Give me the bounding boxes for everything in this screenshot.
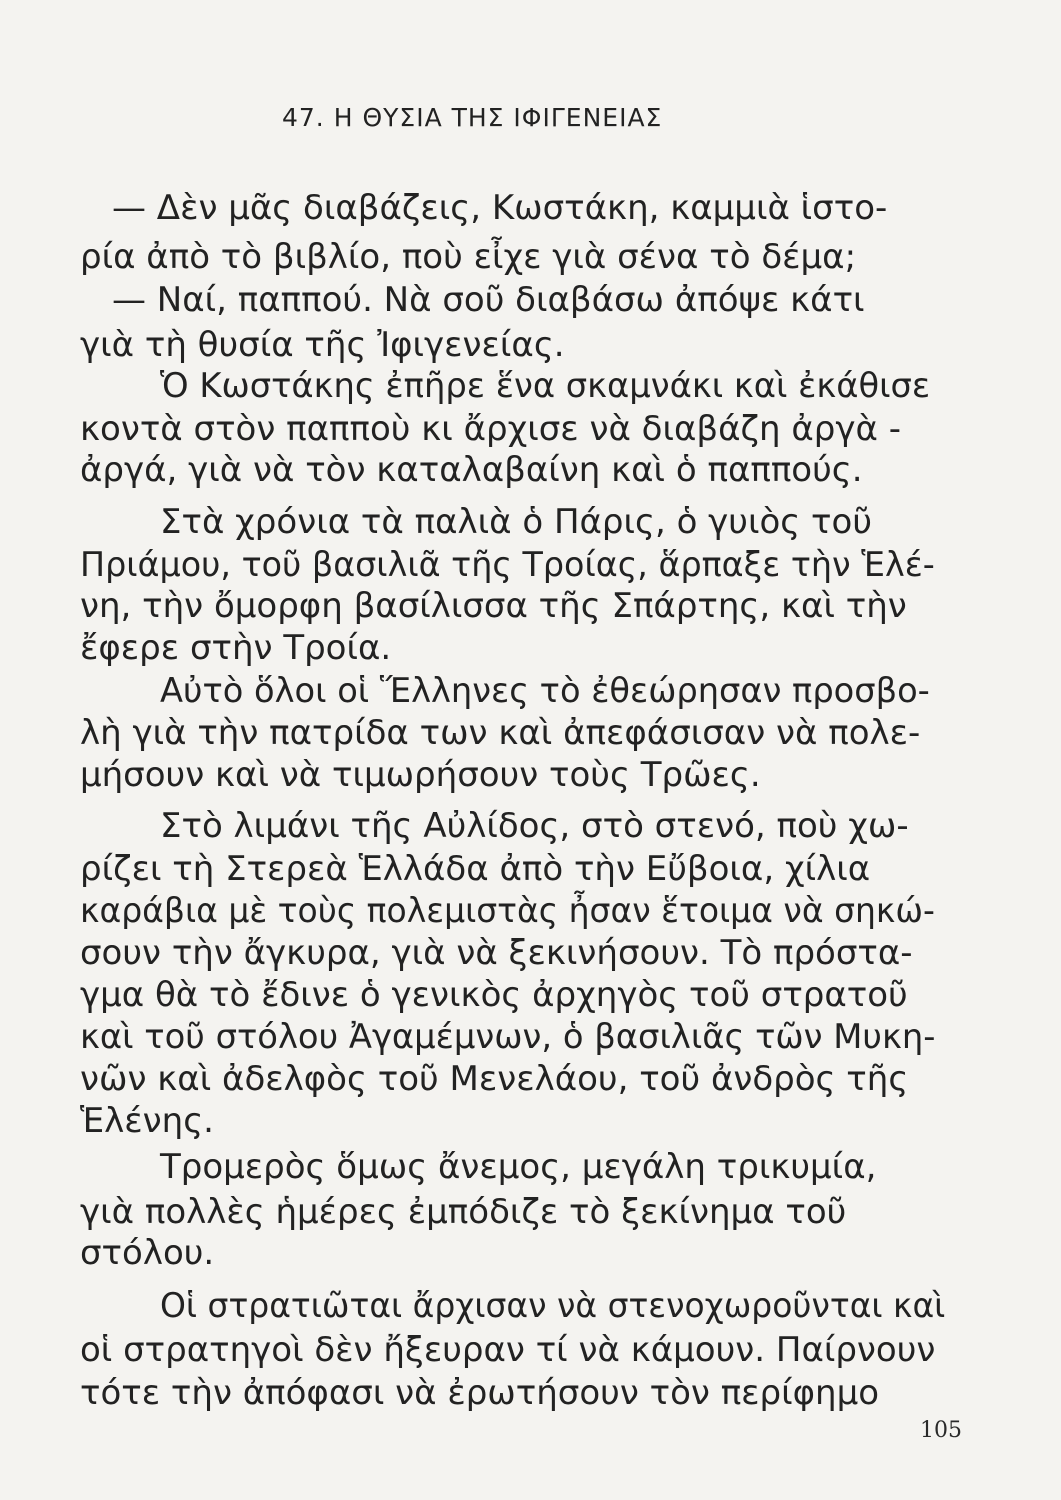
text-line: οἱ στρατηγοὶ δὲν ἤξευραν τί νὰ κάμουν. Παίρνουν xyxy=(80,1330,936,1370)
text-line: τότε τὴν ἀπόφασι νὰ ἐρωτήσουν τὸν περίφημο xyxy=(80,1373,880,1413)
text-line: λὴ γιὰ τὴν πατρίδα των καὶ ἀπεφάσισαν νὰ πολε- xyxy=(80,713,921,753)
text-line: ρία ἀπὸ τὸ βιβλίο, ποὺ εἶχε γιὰ σένα τὸ δέμα; xyxy=(80,237,857,277)
text-line: νῶν καὶ ἀδελφὸς τοῦ Μενελάου, τοῦ ἀνδρὸς τῆς xyxy=(80,1059,909,1099)
text-line: ρίζει τὴ Στερεὰ Ἑλλάδα ἀπὸ τὴν Εὔβοια, χίλια xyxy=(80,849,871,889)
text-line: — Ναί, παππού. Νὰ σοῦ διαβάσω ἀπόψε κάτι xyxy=(112,280,865,320)
chapter-heading: 47. Η ΘΥΣΙΑ ΤΗΣ ΙΦΙΓΕΝΕΙΑΣ xyxy=(282,103,663,132)
text-line: σουν τὴν ἄγκυρα, γιὰ νὰ ξεκινήσουν. Τὸ πρόστα- xyxy=(80,933,913,973)
text-line: γμα θὰ τὸ ἔδινε ὁ γενικὸς ἀρχηγὸς τοῦ στρατοῦ xyxy=(80,975,908,1015)
text-line: ἔφερε στὴν Τροία. xyxy=(80,628,392,668)
page-number: 105 xyxy=(920,1418,962,1443)
text-line: κοντὰ στὸν παπποὺ κι ἄρχισε νὰ διαβάζη ἀργὰ - xyxy=(80,409,901,449)
text-line: Στὰ χρόνια τὰ παλιὰ ὁ Πάρις, ὁ γυιὸς τοῦ xyxy=(160,502,872,542)
text-line: Αὐτὸ ὅλοι οἱ Ἕλληνες τὸ ἐθεώρησαν προσβο- xyxy=(160,671,930,711)
text-line: στόλου. xyxy=(80,1233,215,1273)
text-line: γιὰ τὴ θυσία τῆς Ἰφιγενείας. xyxy=(80,325,565,365)
text-line: καράβια μὲ τοὺς πολεμιστὰς ἦσαν ἕτοιμα νὰ σηκώ- xyxy=(80,891,935,931)
text-line: Ἑλένης. xyxy=(80,1101,214,1141)
text-line: νη, τὴν ὄμορφη βασίλισσα τῆς Σπάρτης, καὶ τὴν xyxy=(80,586,907,626)
text-line: Τρομερὸς ὅμως ἄνεμος, μεγάλη τρικυμία, xyxy=(160,1147,877,1187)
text-line: Ὁ Κωστάκης ἐπῆρε ἕνα σκαμνάκι καὶ ἐκάθισε xyxy=(160,366,931,406)
text-line: Στὸ λιμάνι τῆς Αὐλίδος, στὸ στενό, ποὺ χω- xyxy=(160,806,909,846)
text-line: γιὰ πολλὲς ἡμέρες ἐμπόδιζε τὸ ξεκίνημα τοῦ xyxy=(80,1192,847,1232)
text-line: Πριάμου, τοῦ βασιλιᾶ τῆς Τροίας, ἅρπαξε τὴν Ἑλέ- xyxy=(80,545,935,585)
text-line: καὶ τοῦ στόλου Ἀγαμέμνων, ὁ βασιλιᾶς τῶν Μυκη- xyxy=(80,1017,936,1057)
text-line: — Δὲν μᾶς διαβάζεις, Κωστάκη, καμμιὰ ἱστο- xyxy=(112,188,888,228)
text-line: Οἱ στρατιῶται ἄρχισαν νὰ στενοχωροῦνται καὶ xyxy=(160,1286,946,1326)
text-line: μήσουν καὶ νὰ τιμωρήσουν τοὺς Τρῶες. xyxy=(80,755,761,795)
text-line: ἀργά, γιὰ νὰ τὸν καταλαβαίνη καὶ ὁ παππούς. xyxy=(80,450,863,490)
